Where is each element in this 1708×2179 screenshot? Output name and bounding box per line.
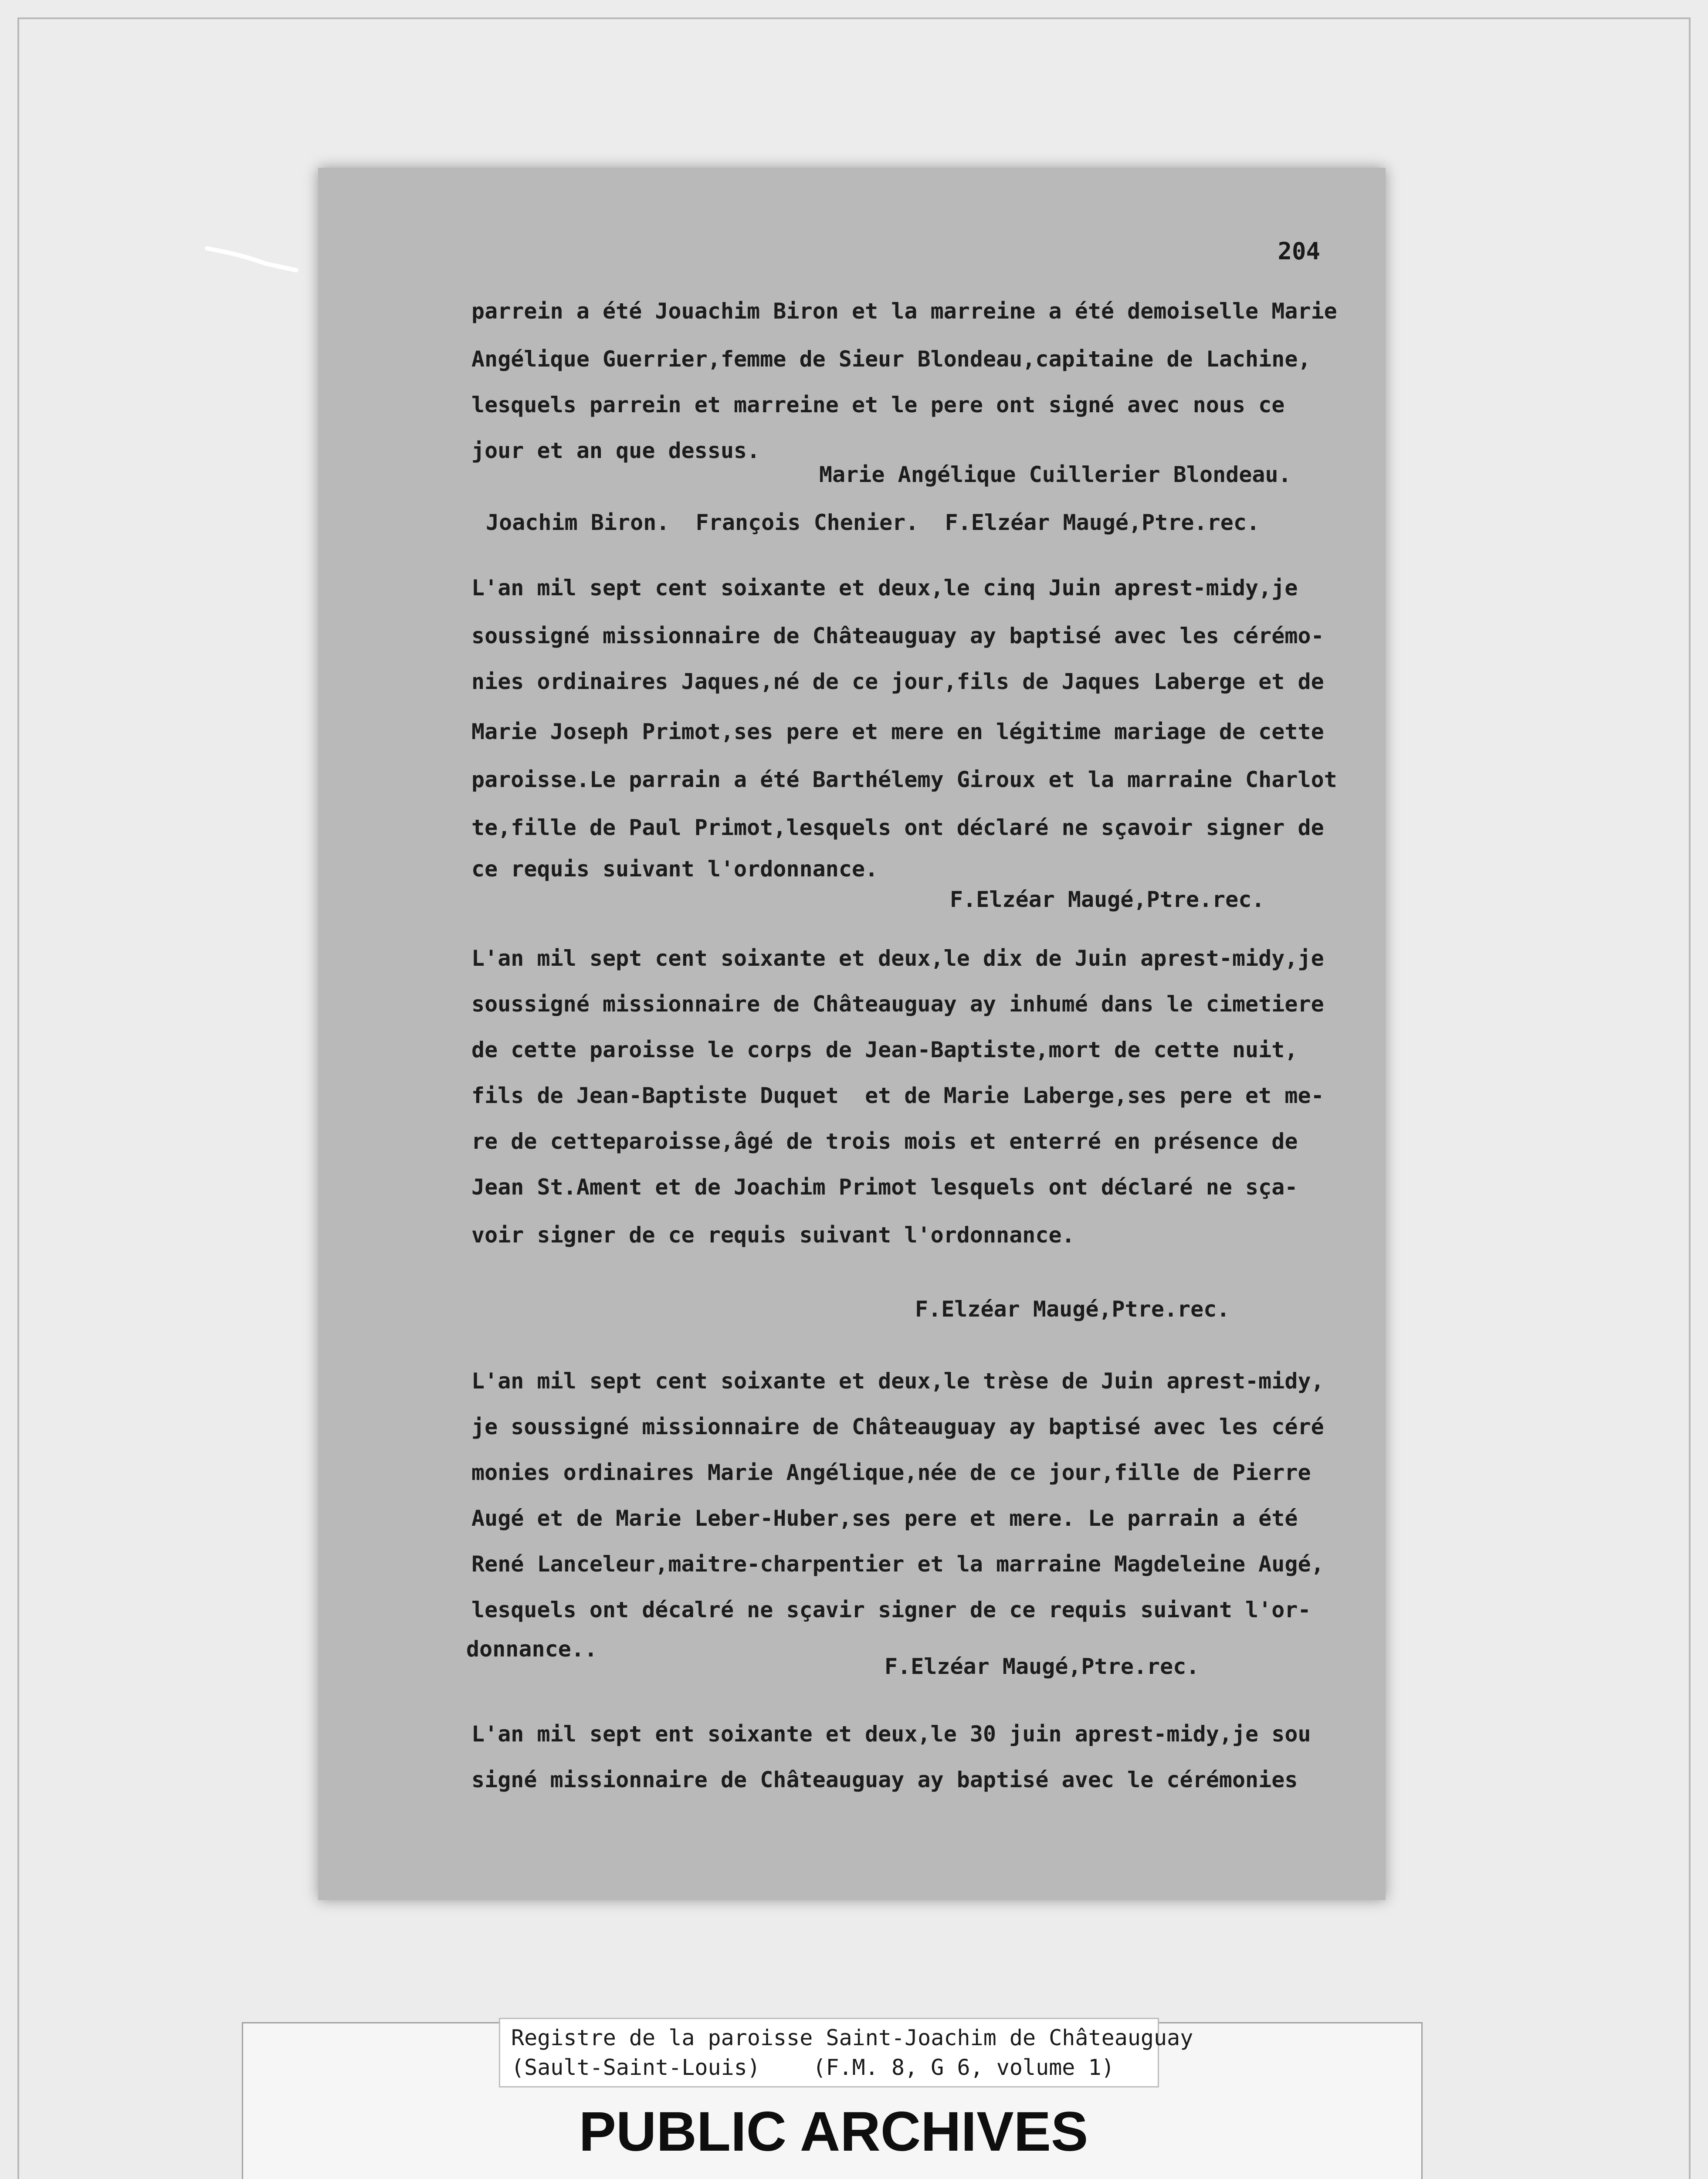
text-line: ce requis suivant l'ordonnance. [471,856,878,882]
text-line: Angélique Guerrier,femme de Sieur Blondeau,capitaine de Lachine, [471,346,1311,372]
signature-line: F.Elzéar Maugé,Ptre.rec. [950,887,1265,912]
text-line: L'an mil sept cent soixante et deux,le trèse de Juin aprest-midy, [471,1368,1324,1394]
signature-line: F.Elzéar Maugé,Ptre.rec. [915,1297,1230,1322]
text-line: Augé et de Marie Leber-Huber,ses pere et mere. Le parrain a été [471,1506,1298,1531]
text-line: L'an mil sept cent soixante et deux,le cinq Juin aprest-midy,je [471,575,1298,601]
text-line: René Lanceleur,maitre-charpentier et la marraine Magdeleine Augé, [471,1551,1324,1577]
text-line: fils de Jean-Baptiste Duquet et de Marie Laberge,ses pere et me- [471,1083,1324,1108]
text-line: lesquels ont décalré ne sçavir signer de ce requis suivant l'or- [471,1597,1311,1622]
scan-mark [205,244,301,279]
document-page [318,168,1386,1900]
page-number: 204 [1278,238,1320,265]
text-line: soussigné missionnaire de Châteauguay ay baptisé avec les cérémo- [471,623,1324,648]
text-line: L'an mil sept ent soixante et deux,le 30 juin aprest-midy,je sou [471,1721,1311,1747]
text-line: signé missionnaire de Châteauguay ay baptisé avec le cérémonies [471,1767,1298,1792]
signature-line: Joachim Biron. François Chenier. F.Elzéar Maugé,Ptre.rec. [486,510,1260,535]
reference-line-2: (Sault-Saint-Louis) (F.M. 8, G 6, volume 1) [511,2055,1115,2080]
reference-line-1: Registre de la paroisse Saint-Joachim de Châteauguay [511,2025,1193,2050]
text-line: parrein a été Jouachim Biron et la marreine a été demoiselle Marie [471,299,1337,324]
text-line: soussigné missionnaire de Châteauguay ay inhumé dans le cimetiere [471,991,1324,1017]
text-line: L'an mil sept cent soixante et deux,le dix de Juin aprest-midy,je [471,946,1324,971]
text-line: nies ordinaires Jaques,né de ce jour,fils de Jaques Laberge et de [471,669,1324,694]
text-line: te,fille de Paul Primot,lesquels ont déclaré ne sçavoir signer de [471,815,1324,840]
text-line: lesquels parrein et marreine et le pere ont signé avec nous ce [471,392,1285,417]
text-line: jour et an que dessus. [471,438,760,463]
text-line: donnance.. [466,1636,598,1662]
text-line: paroisse.Le parrain a été Barthélemy Giroux et la marraine Charlot [471,767,1337,792]
text-line: monies ordinaires Marie Angélique,née de ce jour,fille de Pierre [471,1460,1311,1485]
signature-line: F.Elzéar Maugé,Ptre.rec. [884,1654,1200,1679]
archive-title-en: PUBLIC ARCHIVES [579,2101,1088,2163]
text-line: je soussigné missionnaire de Châteauguay ay baptisé avec les céré [471,1414,1324,1439]
text-line: re de cetteparoisse,âgé de trois mois et enterré en présence de [471,1129,1298,1154]
text-line: Jean St.Ament et de Joachim Primot lesquels ont déclaré ne sça- [471,1174,1298,1200]
text-line: Marie Joseph Primot,ses pere et mere en légitime mariage de cette [471,719,1324,744]
text-line: de cette paroisse le corps de Jean-Baptiste,mort de cette nuit, [471,1037,1298,1062]
reference-label [499,2018,1193,2087]
text-line: voir signer de ce requis suivant l'ordonnance. [471,1222,1075,1248]
signature-line: Marie Angélique Cuillerier Blondeau. [819,462,1291,487]
